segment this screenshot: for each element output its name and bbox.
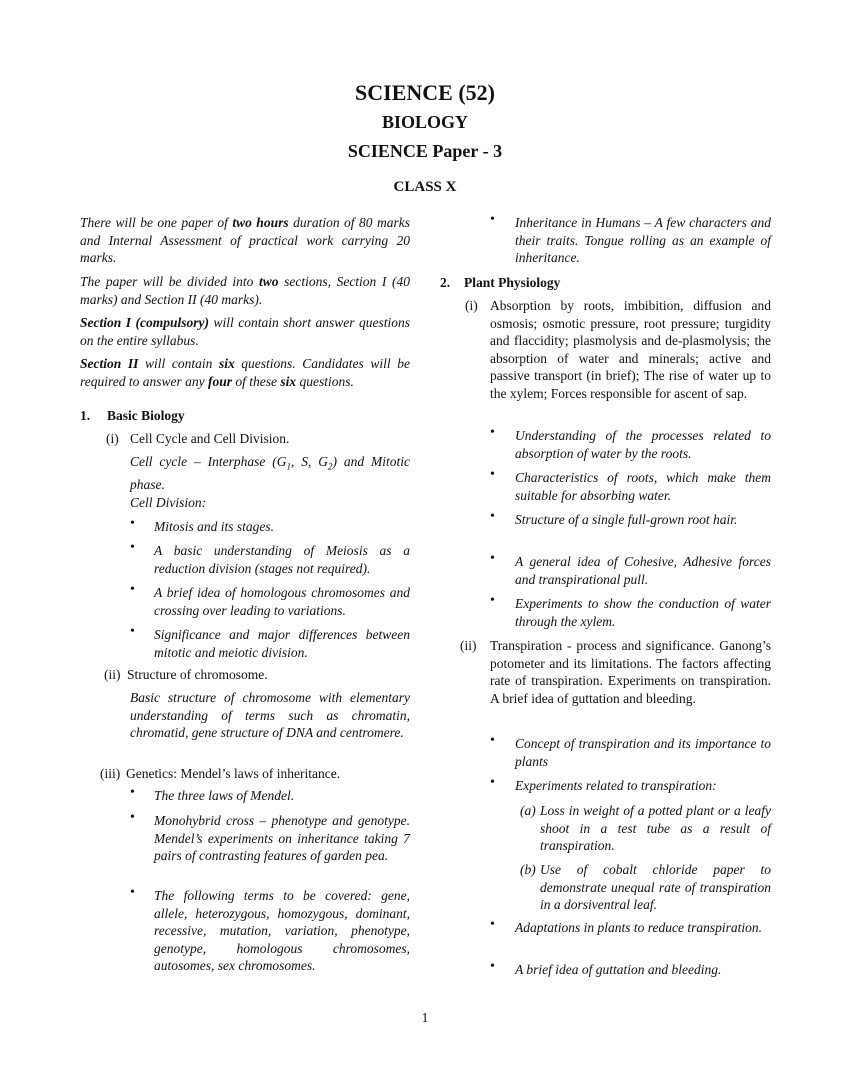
subscript: 2: [328, 461, 333, 472]
intro-emphasis: four: [208, 373, 233, 389]
list-item: A general idea of Cohesive, Adhesive forces and transpirational pull.: [515, 554, 771, 587]
list-item: Structure of a single full-grown root hair.: [515, 512, 738, 527]
list-item: Mitosis and its stages.: [154, 519, 275, 534]
intro-emphasis: six: [280, 373, 297, 389]
page-number: 1: [421, 1011, 429, 1026]
section-1-title: Basic Biology: [107, 408, 185, 423]
cell-cycle-part: , S, G: [290, 454, 328, 469]
subsection-2-ii-number: (ii): [460, 638, 477, 653]
intro-emphasis: Section II: [80, 356, 139, 371]
absorption-text: Absorption by roots, imbibition, diffusion and osmosis; osmotic pressure, root pressure; turgidity and flaccidity; plasmolysis and de-plasmolysis; the absorption of water and minerals; active and passive transport (in brief); The rise of water up to the xylem; Forces responsible for ascent of sap.: [490, 298, 771, 401]
subsection-1-ii-title: Structure of chromosome.: [127, 667, 268, 682]
section-2-title: Plant Physiology: [464, 275, 561, 290]
transpiration-text: Transpiration - process and significance. Ganong’s potometer and its limitations. The factors affecting rate of transpiration. Experiments on transpiration. A brief idea of guttation and bleeding.: [490, 638, 771, 706]
sub-item-label: (b): [520, 862, 536, 877]
intro-text: duration of 80 marks and Internal Assessment of practical work carrying 20 marks.: [80, 215, 410, 265]
intro-paragraph-4: [80, 355, 410, 390]
subsection-1-iii-number: (iii): [100, 766, 121, 781]
bullet-icon: •: [490, 509, 495, 524]
bullet-icon: •: [490, 959, 495, 974]
intro-text: The paper will be divided into: [80, 274, 260, 289]
intro-text: questions.: [296, 373, 354, 389]
intro-text: sections, Section I (40 marks) and Section II (40 marks).: [80, 274, 410, 307]
intro-emphasis: two hours: [232, 215, 289, 230]
subsection-1-i-title: Cell Cycle and Cell Division.: [130, 431, 290, 446]
list-item: The following terms to be covered: gene, allele, heterozygous, homozygous, dominant, recessive, mutation, variation, phenotype, genotype, homologous chromosomes, autosomes, sex chromosomes.: [154, 888, 410, 973]
bullet-icon: •: [490, 775, 495, 790]
bullet-icon: •: [130, 885, 135, 900]
bullet-icon: •: [490, 425, 495, 440]
subject-heading: BIOLOGY: [381, 112, 469, 132]
sub-item-text: Use of cobalt chloride paper to demonstrate unequal rate of transpiration in a dorsiventral leaf.: [540, 862, 771, 912]
section-2-number: 2.: [440, 275, 451, 290]
subsection-1-iii-title: Genetics: Mendel’s laws of inheritance.: [126, 766, 341, 781]
list-item: Understanding of the processes related to absorption of water by the roots.: [515, 428, 771, 461]
subsection-1-i-number: (i): [106, 431, 119, 446]
cell-division-label: Cell Division:: [130, 495, 207, 510]
intro-text: will contain: [138, 356, 219, 371]
list-item: Experiments to show the conduction of water through the xylem.: [515, 596, 771, 629]
cell-cycle-text: [130, 453, 410, 494]
sub-item-text: Loss in weight of a potted plant or a leafy shoot in a test tube as a result of transpiration.: [540, 803, 771, 853]
intro-paragraph-3: [80, 314, 410, 349]
page-title: SCIENCE (52): [355, 80, 495, 105]
subscript: 1: [286, 461, 291, 472]
list-item: A brief idea of guttation and bleeding.: [515, 962, 722, 977]
bullet-icon: •: [130, 810, 135, 825]
subsection-1-ii-number: (ii): [104, 667, 121, 682]
list-item: The three laws of Mendel.: [154, 788, 295, 803]
intro-emphasis: two: [259, 274, 279, 289]
class-heading: CLASS X: [393, 179, 457, 195]
subsection-2-i-number: (i): [465, 298, 478, 313]
list-item: Significance and major differences between mitotic and meiotic division.: [154, 627, 410, 660]
section-1-number: 1.: [80, 408, 91, 423]
bullet-icon: •: [130, 624, 135, 639]
chromosome-text: Basic structure of chromosome with elementary understanding of terms such as chromatin, chromatid, gene structure of DNA and centromere.: [130, 690, 410, 740]
list-item: Experiments related to transpiration:: [515, 778, 717, 793]
list-item: Monohybrid cross – phenotype and genotype. Mendel’s experiments on inheritance taking 7 pairs of contrasting features of garden pea.: [154, 813, 410, 863]
bullet-icon: •: [490, 467, 495, 482]
intro-emphasis: six: [218, 356, 235, 371]
intro-paragraph-1: [80, 214, 410, 267]
bullet-icon: •: [490, 917, 495, 932]
intro-text: of these: [232, 373, 281, 389]
list-item: Inheritance in Humans – A few characters and their traits. Tongue rolling as an example of inheritance.: [515, 215, 771, 265]
list-item: Concept of transpiration and its importance to plants: [515, 736, 771, 769]
intro-emphasis: Section I (compulsory): [80, 315, 209, 330]
bullet-icon: •: [490, 593, 495, 608]
intro-paragraph-2: [80, 273, 410, 308]
bullet-icon: •: [130, 540, 135, 555]
bullet-icon: •: [490, 551, 495, 566]
bullet-icon: •: [490, 733, 495, 748]
list-item: Characteristics of roots, which make them suitable for absorbing water.: [515, 470, 771, 503]
list-item: A basic understanding of Meiosis as a reduction division (stages not required).: [154, 543, 410, 576]
paper-heading: SCIENCE Paper - 3: [347, 141, 503, 161]
intro-text: There will be one paper of: [80, 215, 233, 230]
list-item: Adaptations in plants to reduce transpiration.: [515, 920, 763, 935]
bullet-icon: •: [130, 582, 135, 597]
list-item: A brief idea of homologous chromosomes and crossing over leading to variations.: [154, 585, 410, 618]
cell-cycle-part: ) and Mitotic phase.: [130, 454, 410, 493]
bullet-icon: •: [130, 785, 135, 800]
sub-item-label: (a): [520, 803, 536, 818]
intro-text: will contain short answer questions on the entire syllabus.: [80, 315, 411, 348]
cell-cycle-part: Cell cycle – Interphase (G: [130, 454, 287, 469]
bullet-icon: •: [130, 516, 135, 531]
intro-text: questions. Candidates will be required to answer any: [80, 356, 410, 389]
bullet-icon: •: [490, 212, 495, 227]
